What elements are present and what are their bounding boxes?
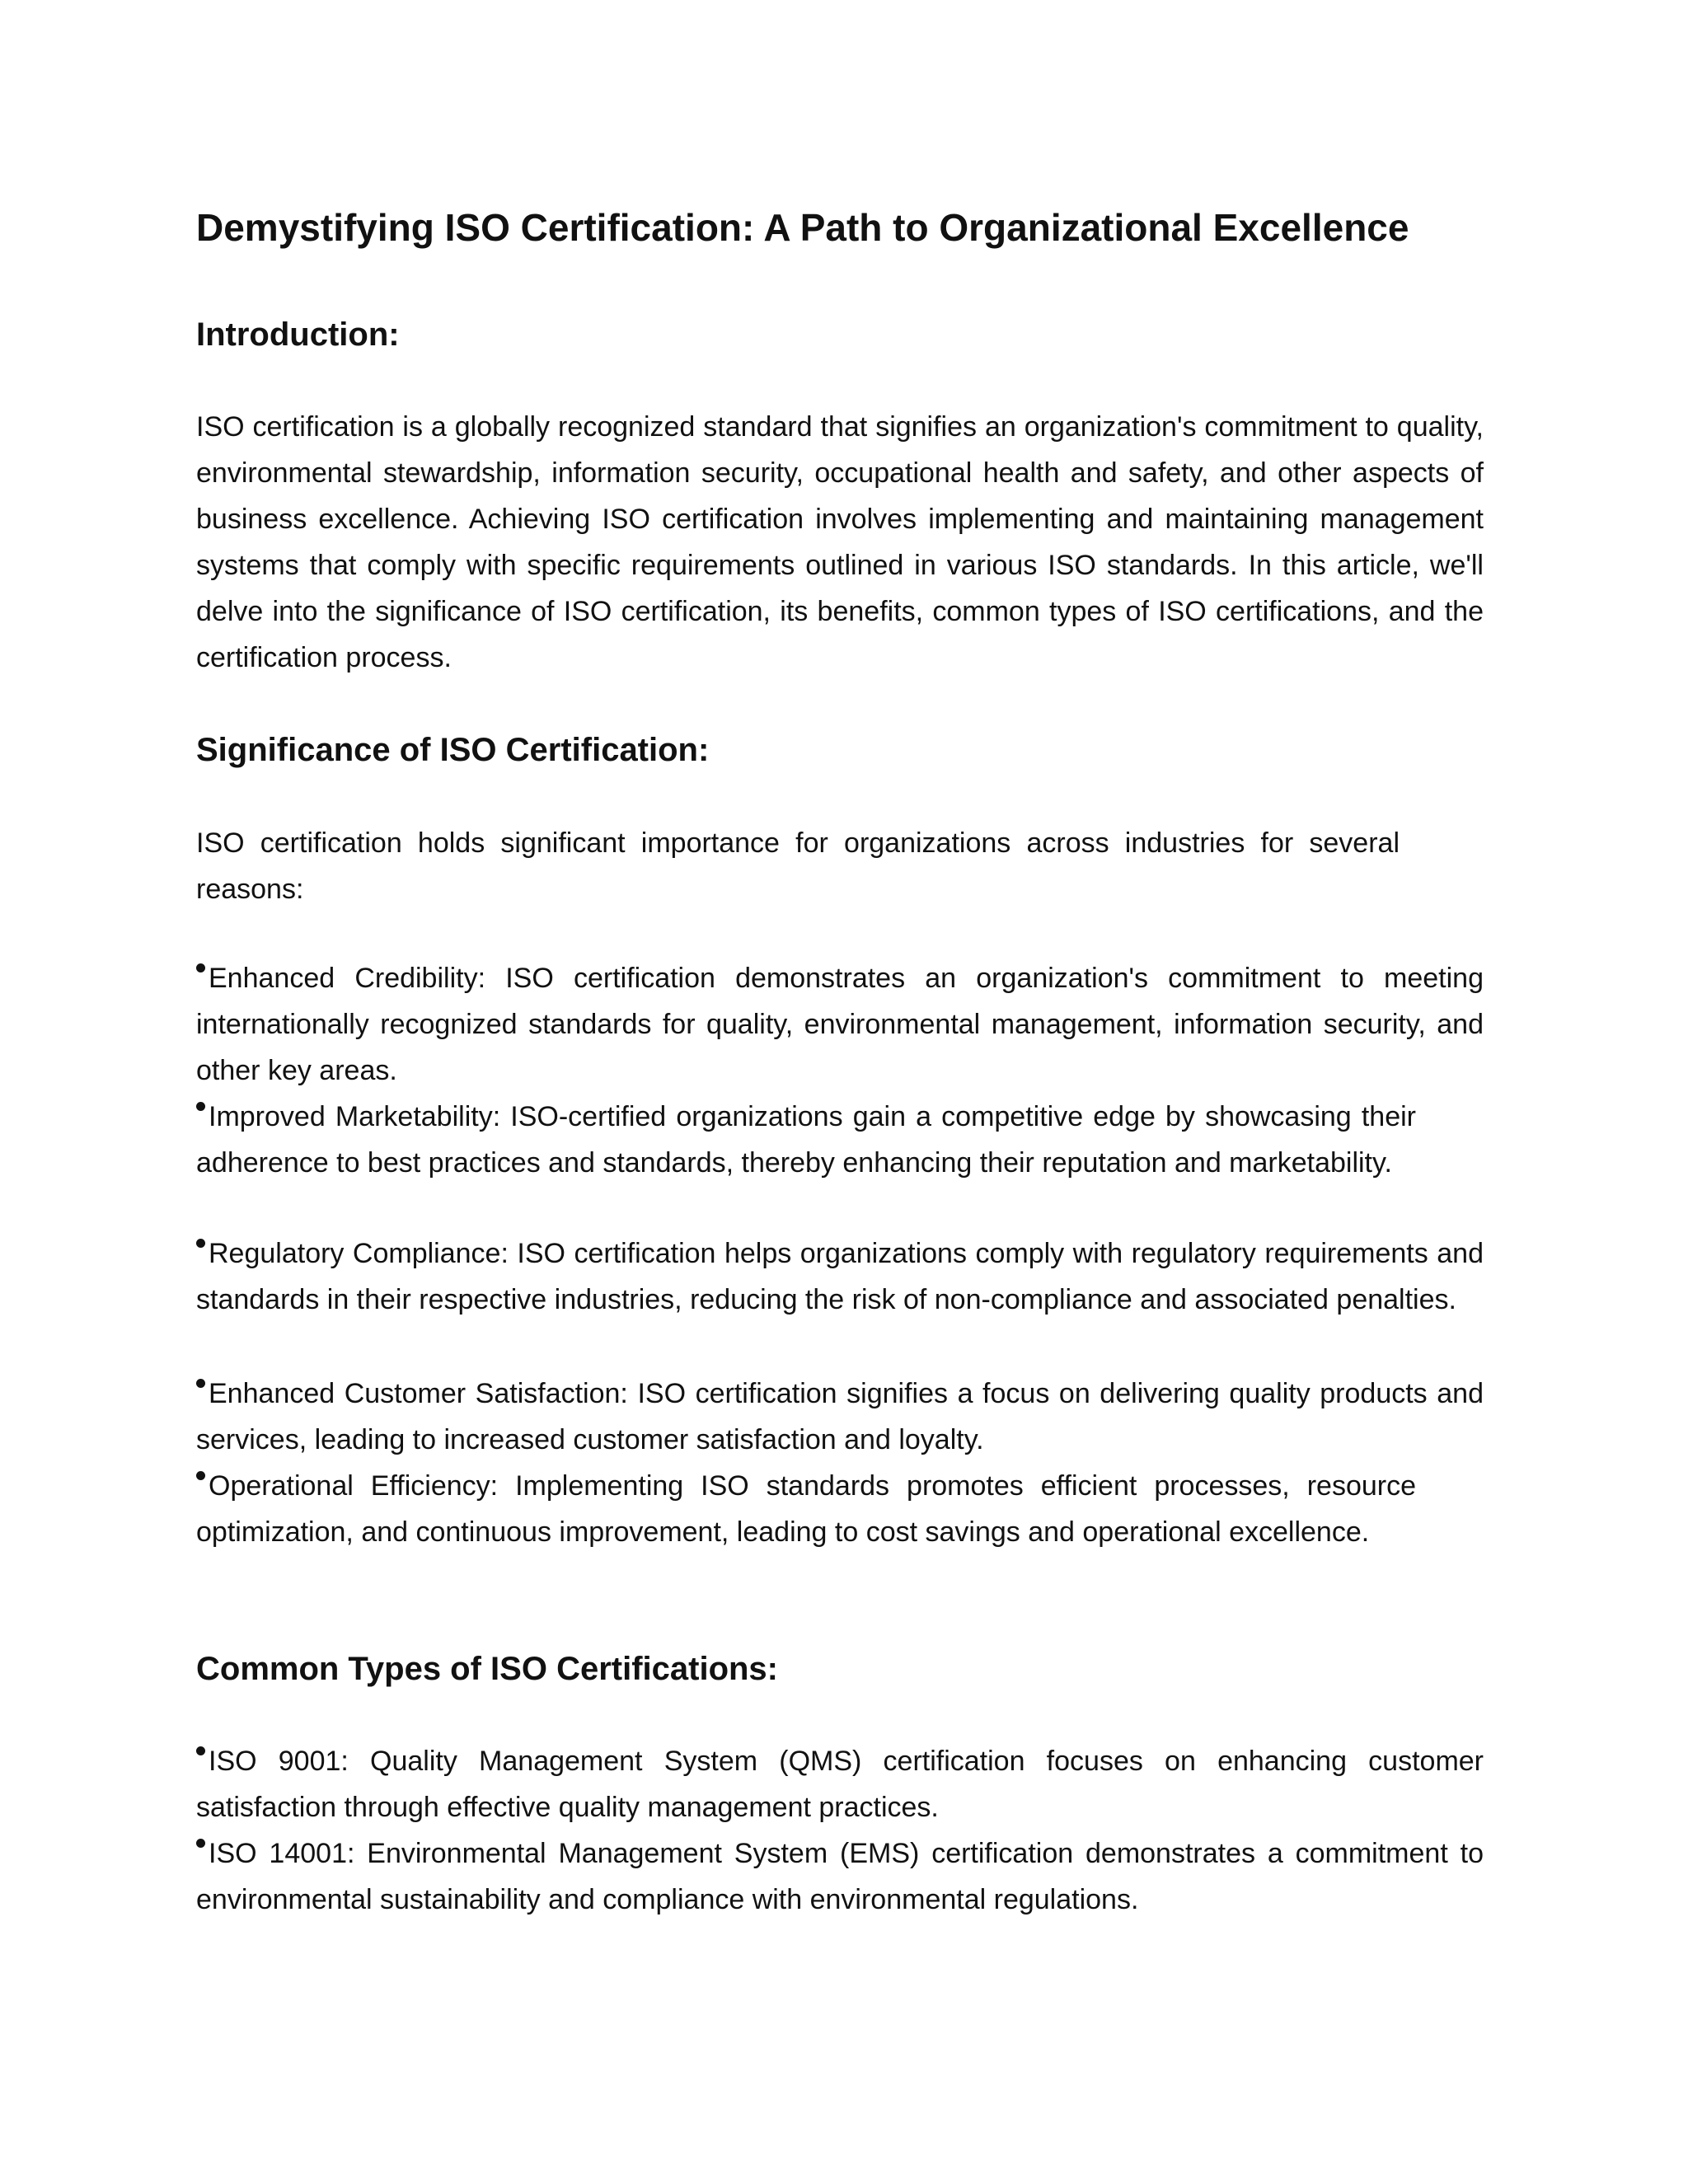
bullet-icon — [196, 1839, 205, 1848]
bullet-icon — [196, 963, 205, 972]
section-heading-common-types: Common Types of ISO Certifications: — [196, 1651, 778, 1687]
bullet-icon — [196, 1471, 205, 1480]
list-item-text: Improved Marketability: ISO-certified organizations gain a competitive edge by showcasing their adherence to best practices and standards, thereby enhancing their reputation and marketability. — [196, 1101, 1416, 1179]
list-item-text: ISO 9001: Quality Management System (QMS) certification focuses on enhancing customer satisfaction through effective quality management practices. — [196, 1746, 1484, 1823]
document-title: Demystifying ISO Certification: A Path to Organizational Excellence — [196, 206, 1409, 249]
list-item — [196, 1371, 1484, 1463]
list-item-text: Enhanced Credibility: ISO certification demonstrates an organization's commitment to meeting internationally recognized standards for quality, environmental management, information security, and other key areas. — [196, 963, 1484, 1086]
list-item-text: Regulatory Compliance: ISO certification helps organizations comply with regulatory requirements and standards in their respective industries, reducing the risk of non-compliance and associated penalties. — [196, 1238, 1484, 1315]
section-heading-introduction: Introduction: — [196, 316, 400, 353]
list-item-text: ISO 14001: Environmental Management System (EMS) certification demonstrates a commitment to environmental sustainability and compliance with environmental regulations. — [196, 1838, 1484, 1915]
bullet-icon — [196, 1239, 205, 1248]
bullet-icon — [196, 1379, 205, 1388]
list-item — [196, 1094, 1416, 1186]
bullet-icon — [196, 1746, 205, 1755]
list-item-text: Operational Efficiency: Implementing ISO standards promotes efficient processes, resource optimization, and continuous improvement, leading to cost savings and operational excellence. — [196, 1470, 1416, 1548]
list-item-text: Enhanced Customer Satisfaction: ISO certification signifies a focus on delivering quality products and services, leading to increased customer satisfaction and loyalty. — [196, 1378, 1484, 1455]
bullet-icon — [196, 1102, 205, 1111]
list-item — [196, 1738, 1484, 1830]
list-item — [196, 1230, 1484, 1323]
list-item — [196, 1463, 1416, 1555]
significance-paragraph: ISO certification holds significant importance for organizations across industries for several reasons: — [196, 827, 1400, 905]
list-item — [196, 1830, 1484, 1923]
section-heading-significance: Significance of ISO Certification: — [196, 732, 710, 768]
list-item — [196, 955, 1484, 1094]
introduction-paragraph: ISO certification is a globally recognized standard that signifies an organization's commitment to quality, environmental stewardship, information security, occupational health and safety, and other aspects of business excellence. Achieving ISO certification involves implementing and maintaining management systems that comply with specific requirements outlined in various ISO standards. In this article, we'll delve into the significance of ISO certification, its benefits, common types of ISO certifications, and the certification process. — [196, 411, 1484, 673]
